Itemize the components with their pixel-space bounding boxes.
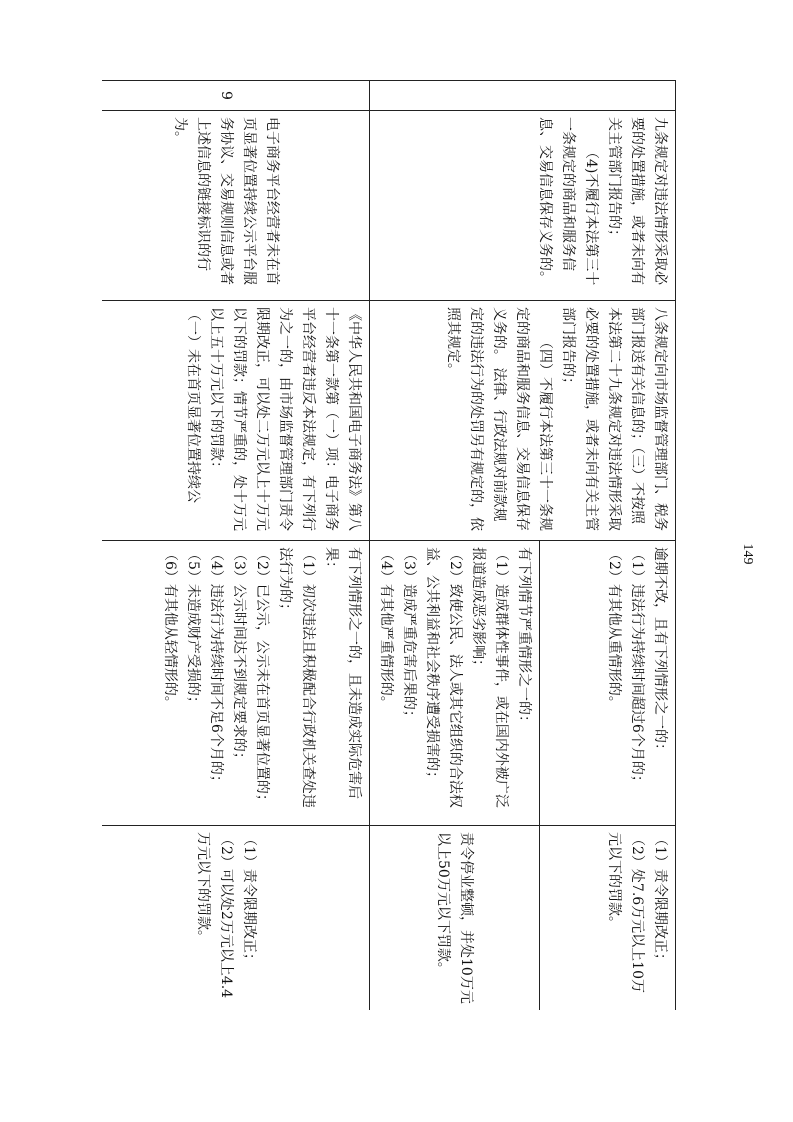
item-number-cell: 9 bbox=[102, 81, 370, 111]
text-line: 电子商务平台经营者未在首页显著位置持续公示平台服务协议、交易规则信息或者上述信息的链接标识的行为。 bbox=[172, 117, 280, 285]
legal-basis-cell bbox=[102, 301, 370, 541]
text-line: （3）公示时间达不到规定要求的； bbox=[231, 547, 247, 766]
penalty-cell bbox=[540, 826, 676, 1011]
text-line: （2）可以处2万元以上4.4万元以下的罚款。 bbox=[195, 832, 234, 999]
text-line: 九条规定对违法情形采取必要的处置措施，或者未向有关主管部门报告的； bbox=[606, 117, 668, 285]
text-line: （3）造成严重危害后果的； bbox=[401, 547, 417, 724]
legal-basis-cell bbox=[370, 301, 676, 541]
text-line: 有下列情形之一的，且未造成实际危害后果： bbox=[323, 547, 362, 799]
violation-act-cell bbox=[102, 111, 370, 301]
text-line: （2）已公示，公示未在首页显著位置的； bbox=[254, 547, 270, 808]
text-line: （2）处7.6万元以上10万元以下的罚款。 bbox=[606, 832, 645, 993]
item-number-cell bbox=[370, 81, 676, 111]
text-line: （6）有其他从轻情形的。 bbox=[162, 547, 178, 710]
text-line: （1）初次违法且积极配合行政机关查处违法行为的； bbox=[277, 547, 316, 808]
text-line: （四）不履行本法第三十一条规定的商品和服务信息、交易信息保存义务的。 法律、行政法规对前款规定的违法行为的处罚另有规定的，依照其规定。 bbox=[445, 307, 553, 531]
text-line: （4)不履行本法第三十一条规定的商品和服务信息、交易信息保存义务的。 bbox=[537, 117, 599, 286]
text-line: 《中华人民共和国电子商务法》第八十一条第一款第（一）项：电子商务平台经营者违反本法规定，有下列行为之一的，由市场监督管理部门责令限期改正，可以处二万元以上十万元以下的罚款；情节严重的，处十万元以上五十万元以下的罚款： bbox=[208, 307, 362, 531]
text-line: （1）责令限期改正； bbox=[241, 832, 257, 967]
penalty-cell bbox=[370, 826, 540, 1011]
circumstances-cell bbox=[540, 541, 676, 826]
table-row bbox=[540, 81, 676, 1011]
text-line: （1）责令限期改正； bbox=[652, 832, 668, 967]
circumstances-cell bbox=[370, 541, 540, 826]
text-line: （2）致使公民、法人或其它组织的合法权益、公共利益和社会秩序遭受损害的； bbox=[424, 547, 463, 808]
rotated-table-container bbox=[102, 80, 676, 1010]
rotated-table-area bbox=[102, 80, 676, 1010]
circumstances-cell bbox=[102, 541, 370, 826]
text-line: 有下列情节严重情形之一的： bbox=[516, 547, 532, 729]
penalty-standard-table bbox=[102, 80, 676, 1010]
page-number: 149 bbox=[740, 543, 755, 565]
text-line: 逾期不改，且有下列情形之一的： bbox=[652, 547, 668, 757]
text-line: 责令停业整顿，并处10万元以上50万元以下罚款。 bbox=[435, 832, 475, 1004]
text-line: （1）违法行为持续时间超过6个月的； bbox=[629, 547, 645, 789]
text-line: 八条规定向市场监督管理部门、税务部门报送有关信息的；（三）不按照本法第二十九条规定对违法情形采取必要的处置措施，或者未向有关主管部门报告的； bbox=[560, 307, 668, 531]
text-line: （1）造成群体性事件，或在国内外被广泛报道造成恶劣影响； bbox=[470, 547, 509, 808]
text-line: （5）未造成财产受损的； bbox=[185, 547, 201, 710]
violation-act-cell bbox=[370, 111, 676, 301]
text-line: （4）违法行为持续时间不足6个月的； bbox=[208, 547, 224, 789]
text-line: （2）有其他从重情形的。 bbox=[606, 547, 622, 710]
text-line: （一）未在首页显著位置持续公 bbox=[185, 307, 201, 503]
table-row bbox=[102, 81, 370, 1011]
text-line: （4）有其他严重情形的。 bbox=[378, 547, 394, 710]
penalty-cell bbox=[102, 826, 370, 1011]
